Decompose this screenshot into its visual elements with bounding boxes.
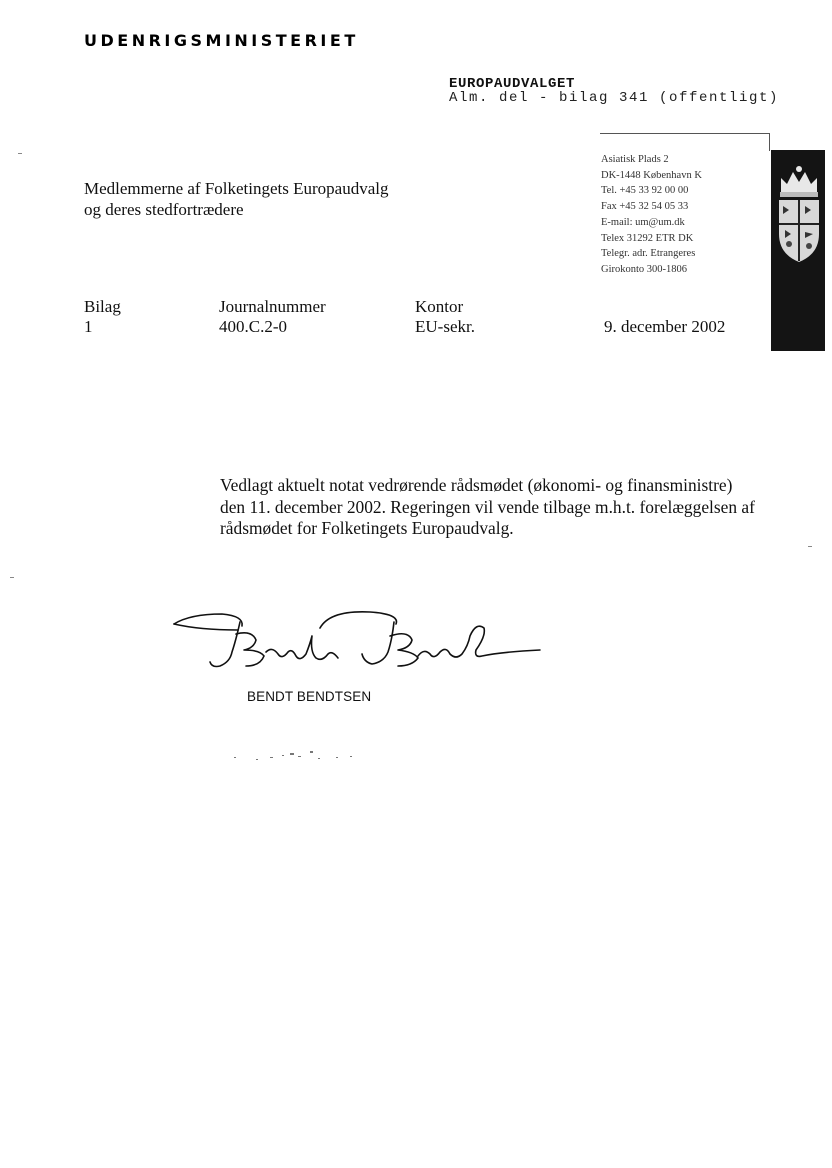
address-line: Asiatisk Plads 2	[601, 154, 669, 165]
margin-mark	[18, 153, 22, 154]
handwritten-signature	[160, 600, 560, 680]
journal-label: Journalnummer	[219, 297, 326, 316]
scan-specks	[226, 745, 366, 767]
stamp-title: EUROPAUDVALGET	[449, 76, 576, 92]
address-top-rule	[600, 133, 770, 134]
ministry-heading: UDENRIGSMINISTERIET	[84, 31, 359, 50]
body-line: den 11. december 2002. Regeringen vil vende tilbage m.h.t. forelæggelsen af	[220, 496, 755, 517]
address-line: Girokonto 300-1806	[601, 263, 688, 275]
body-line: Vedlagt aktuelt notat vedrørende rådsmødet (økonomi- og finansministre)	[220, 475, 733, 495]
address-line: Fax +45 32 54 05 33	[601, 201, 689, 213]
recipient-line: og deres stedfortrædere	[84, 200, 244, 219]
margin-mark	[808, 546, 812, 547]
sender-address	[601, 152, 702, 278]
stamp-subtitle: Alm. del - bilag 341 (offentligt)	[449, 90, 780, 106]
address-line: Tel. +45 33 92 00 00	[601, 185, 689, 197]
journal-value: 400.C.2-0	[219, 317, 287, 336]
letter-date: 9. december 2002	[604, 317, 726, 336]
address-line: Telegr. adr. Etrangeres	[601, 248, 696, 260]
bilag-value: 1	[84, 317, 93, 336]
coat-of-arms-icon	[773, 162, 825, 270]
recipient-block	[84, 178, 389, 220]
margin-mark	[10, 577, 14, 578]
address-line: Telex 31292 ETR DK	[601, 232, 694, 244]
bilag-label: Bilag	[84, 297, 121, 316]
address-corner-rule	[769, 133, 770, 151]
letter-body	[220, 475, 780, 540]
kontor-value: EU-sekr.	[415, 317, 475, 336]
address-line: DK-1448 København K	[601, 169, 702, 181]
address-line: E-mail: um@um.dk	[601, 216, 685, 228]
signer-name: BENDT BENDTSEN	[247, 689, 372, 704]
kontor-label: Kontor	[415, 297, 464, 316]
recipient-line: Medlemmerne af Folketingets Europaudvalg	[84, 179, 389, 198]
body-line: rådsmødet for Folketingets Europaudvalg.	[220, 518, 514, 538]
